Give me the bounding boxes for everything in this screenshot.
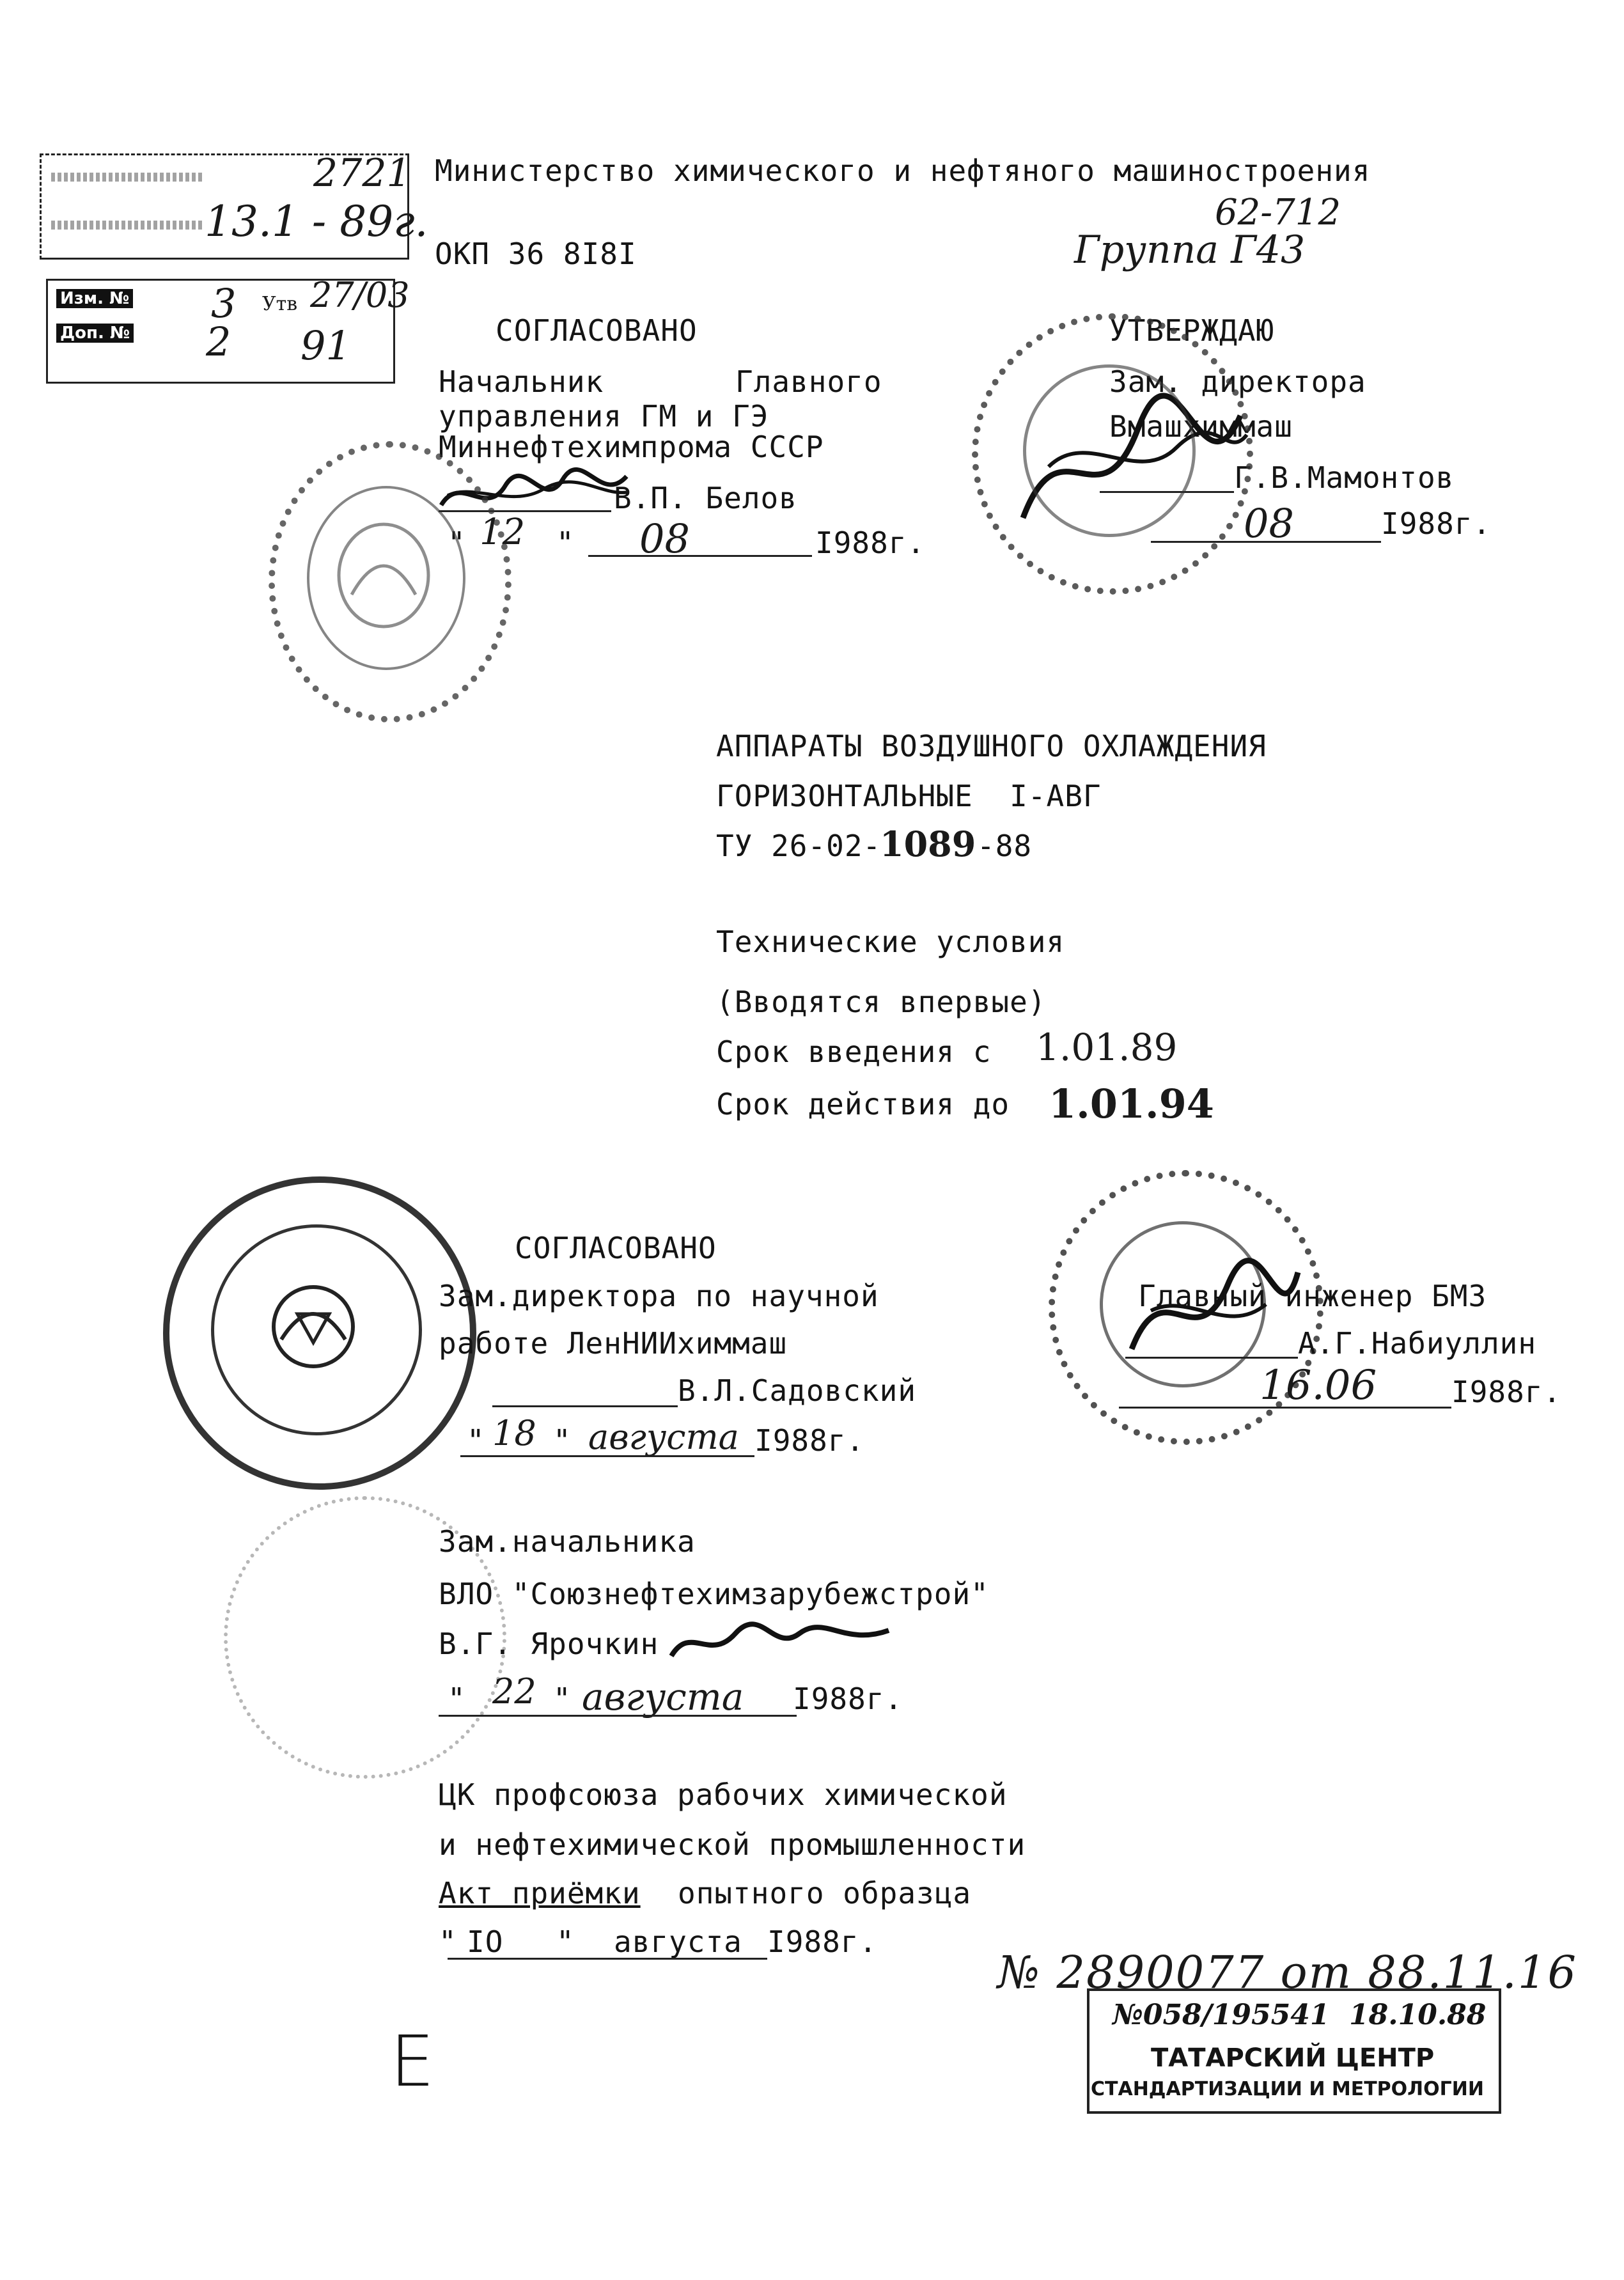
stamp-mid-left-emblem [262,1276,364,1378]
approval-mid-left-year: I988г. [754,1423,865,1458]
title-line2: ГОРИЗОНТАЛЬНЫЕ I-АВГ [716,779,1102,813]
approval-right-name: Г.В.Мамонтов [1234,460,1455,495]
approval-bottom-day: 22 [492,1671,536,1712]
approval-mid-left-day: 18 [492,1413,536,1453]
letter-mark: Е [390,2020,435,2102]
approval-right-month: 08 [1244,500,1294,547]
approval-right-line1: Зам. директора [1109,364,1366,399]
valid-label: Срок действия до [716,1087,1010,1121]
approval-mid-left-heading: СОГЛАСОВАНО [515,1231,717,1265]
union-date-line [448,1958,767,1960]
approval-right-line3: Вмашхиммаш [1109,409,1293,444]
approval-bottom-month: августа [582,1675,744,1719]
registry-number: 2721 [313,151,411,196]
approval-bottom-quote-close: " [553,1682,572,1716]
approval-mid-left-date-line [460,1455,754,1457]
approval-mid-left-name: В.Л.Садовский [678,1373,917,1408]
okp-code: ОКП 36 8I8I [435,237,637,271]
start-value: 1.01.89 [1036,1026,1178,1069]
approval-left-quote-close: " [556,526,575,560]
approval-mid-right-date-line [1119,1407,1451,1409]
approval-bottom-name: В.Г. Ярочкин [439,1627,659,1661]
change-box-dop-label: Доп. № [56,324,134,343]
union-line2: и нефтехимической промышленности [439,1827,1026,1862]
valid-value: 1.01.94 [1049,1081,1214,1127]
change-box-inv-value: 3 [211,280,237,327]
doc-type: Технические условия [716,925,1065,959]
change-box-utv-value: 27/03 [310,275,410,315]
union-line3a: Акт приёмки [439,1876,641,1910]
registry-date: 13.1 - 89г. [205,197,428,246]
approval-bottom-year: I988г. [793,1682,903,1716]
approval-bottom-date-line [439,1715,797,1717]
handwritten-code: 62-712 [1215,192,1341,233]
change-box-inv-label: Изм. № [56,289,133,308]
union-line1: ЦК профсоюза рабочих химической [439,1777,1008,1812]
group-code: Группа Г43 [1074,228,1306,272]
stamp-left-top-emblem [326,511,441,639]
union-day: IO [467,1925,504,1959]
change-box-dop-value-2: 91 [301,322,351,369]
approval-left-line3: Миннефтехимпрома СССР [439,430,824,464]
approval-bottom-line1: Зам.начальника [439,1524,696,1559]
approval-mid-left-line1: Зам.директора по научной [439,1279,879,1313]
approval-mid-right-name: А.Г.Набиуллин [1298,1326,1537,1361]
ministry-name: Министерство химического и нефтяного машиностроения [435,153,1371,188]
union-quote-close: " [556,1925,575,1959]
approval-mid-left-quote-open: " [467,1423,485,1458]
approval-left-line1a: Начальник [439,364,604,399]
approval-bottom-line2: ВЛО "Союзнефтехимзарубежстрой" [439,1577,989,1611]
registration-handwritten: № 2890077 от 88.11.16 [997,1946,1577,1999]
registration-stamp-number: №058/195541 18.10.88 [1113,1999,1487,2031]
tu-suffix: -88 [977,829,1033,863]
intro-note: (Вводятся впервые) [716,985,1047,1019]
change-box-utv-label: Утв [262,293,298,315]
stamp-right-top-inner [1023,364,1196,537]
approval-left-quote-open: " [448,526,466,560]
approval-left-date-line [588,555,812,557]
registry-box-faded-text [51,173,205,182]
union-month: августа [614,1925,742,1959]
approval-left-name: В.П. Белов [614,481,797,515]
approval-right-heading: УТВЕРЖДАЮ [1109,313,1275,348]
union-line3b: опытного образца [678,1876,972,1910]
approval-bottom-signature [665,1618,895,1669]
registration-stamp-line1: ТАТАРСКИЙ ЦЕНТР [1151,2043,1435,2073]
approval-left-month: 08 [639,515,690,562]
approval-left-line1b: Главного [735,364,882,399]
tu-prefix: ТУ 26-02- [716,829,882,863]
approval-right-year: I988г. [1381,506,1492,541]
approval-mid-right-line1: Главный инженер БМЗ [1138,1279,1487,1313]
approval-mid-right-sign-line [1125,1357,1298,1359]
approval-mid-left-quote-close: " [553,1423,572,1458]
title-line1: АППАРАТЫ ВОЗДУШНОГО ОХЛАЖДЕНИЯ [716,729,1267,763]
tu-number: 1089 [880,824,976,864]
approval-left-heading: СОГЛАСОВАНО [496,313,698,348]
approval-left-day: 12 [480,511,526,553]
change-box-dop-value: 2 [206,318,231,365]
approval-mid-left-sign-line [492,1405,678,1407]
start-label: Срок введения с [716,1035,992,1069]
approval-mid-right-year: I988г. [1451,1375,1562,1409]
approval-left-line2: управления ГМ и ГЭ [439,399,769,433]
approval-mid-left-line2: работе ЛенНИИхиммаш [439,1326,788,1361]
approval-left-year: I988г. [815,526,926,560]
union-quote-open: " [439,1925,457,1959]
approval-mid-left-month: августа [588,1417,739,1457]
approval-bottom-quote-open: " [448,1682,466,1716]
approval-mid-right-date: 16.06 [1260,1362,1377,1409]
registration-stamp-line2: СТАНДАРТИЗАЦИИ И МЕТРОЛОГИИ [1091,2078,1484,2100]
registry-box-faded-text-2 [51,221,205,230]
union-year: I988г. [767,1925,878,1959]
